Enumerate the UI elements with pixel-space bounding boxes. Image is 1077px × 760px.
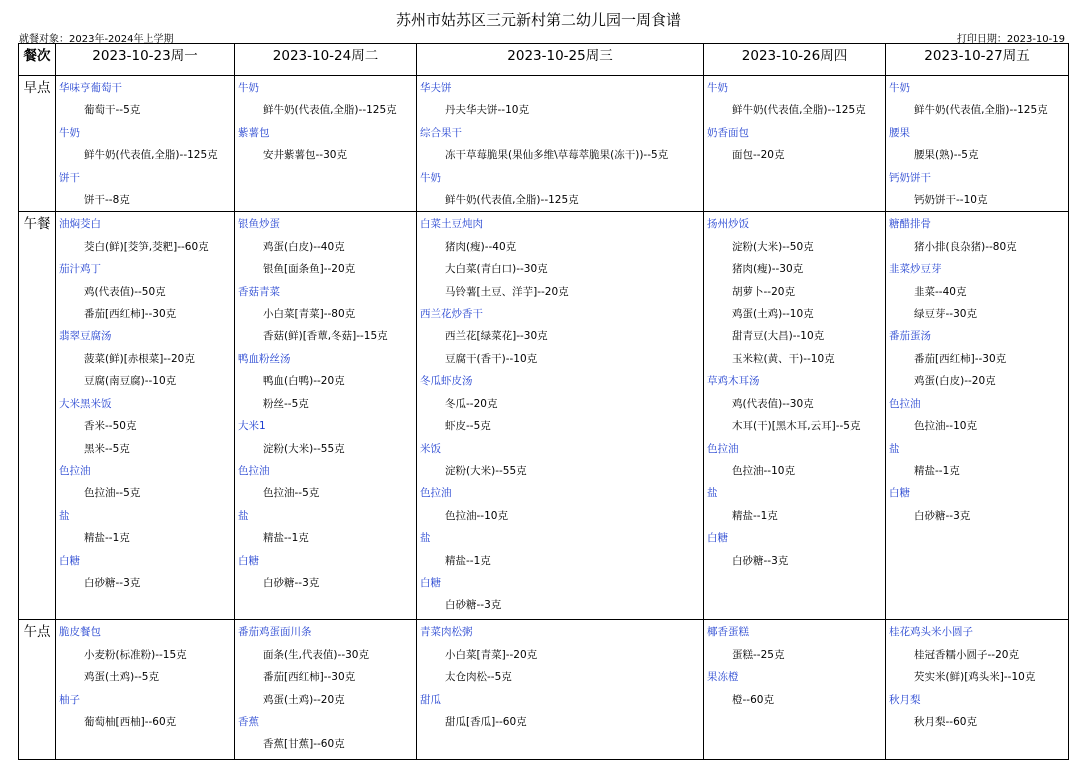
ingredient-line: 西兰花[绿菜花]--30克 xyxy=(445,330,548,343)
menu-cell xyxy=(886,620,1069,760)
ingredient-line: 腰果(熟)--5克 xyxy=(914,149,979,162)
ingredient-line: 鸡蛋(土鸡)--20克 xyxy=(263,693,345,706)
dish-name: 秋月梨 xyxy=(889,693,921,706)
dish-name: 白菜土豆炖肉 xyxy=(420,218,483,231)
ingredient-line: 小白菜[青菜]--20克 xyxy=(445,648,538,661)
ingredient-line: 黑米--5克 xyxy=(84,442,130,455)
ingredient-line: 精盐--1克 xyxy=(732,509,778,522)
meal-row-lunch xyxy=(19,212,1069,620)
ingredient-line: 番茄[西红柿]--30克 xyxy=(263,671,356,684)
dish-name: 茄汁鸡丁 xyxy=(59,263,101,276)
ingredient-line: 鸡(代表值)--50克 xyxy=(84,285,166,298)
ingredient-line: 面包--20克 xyxy=(732,149,785,162)
ingredient-line: 木耳(干)[黑木耳,云耳]--5克 xyxy=(732,420,861,433)
dish-name: 韭菜炒豆芽 xyxy=(889,263,942,276)
cell-content xyxy=(417,620,703,733)
dish-name: 椰香蛋糕 xyxy=(707,626,749,639)
ingredient-line: 安井紫薯包--30克 xyxy=(263,149,347,162)
ingredient-line: 鲜牛奶(代表值,全脂)--125克 xyxy=(84,149,218,162)
ingredient-line: 面条(生,代表值)--30克 xyxy=(263,648,369,661)
ingredient-line: 鸡蛋(土鸡)--5克 xyxy=(84,671,159,684)
ingredient-line: 猪肉(瘦)--40克 xyxy=(445,240,517,253)
dish-name: 白糖 xyxy=(420,576,441,589)
ingredient-line: 色拉油--10克 xyxy=(445,509,508,522)
ingredient-line: 精盐--1克 xyxy=(914,464,960,477)
header-row xyxy=(19,44,1069,76)
dish-name: 香菇青菜 xyxy=(238,285,280,298)
dish-name: 牛奶 xyxy=(59,126,80,139)
ingredient-line: 白砂糖--3克 xyxy=(445,599,502,612)
ingredient-line: 秋月梨--60克 xyxy=(914,716,977,729)
ingredient-line: 冻干草莓脆果(果仙多维\草莓萃脆果(冻干))--5克 xyxy=(445,149,669,162)
cell-content xyxy=(417,76,703,211)
dish-name: 牛奶 xyxy=(420,171,441,184)
ingredient-line: 冬瓜--20克 xyxy=(445,397,498,410)
dish-name: 银鱼炒蛋 xyxy=(238,218,280,231)
ingredient-line: 甜青豆(大昌)--10克 xyxy=(732,330,825,343)
ingredient-line: 葡萄干--5克 xyxy=(84,104,141,117)
ingredient-line: 桂冠香糯小圆子--20克 xyxy=(914,648,1019,661)
ingredient-line: 色拉油--5克 xyxy=(263,487,320,500)
cell-content xyxy=(56,76,234,211)
menu-cell xyxy=(704,620,886,760)
ingredient-line: 精盐--1克 xyxy=(263,532,309,545)
ingredient-line: 饼干--8克 xyxy=(84,194,130,207)
ingredient-line: 小白菜[青菜]--80克 xyxy=(263,308,356,321)
ingredient-line: 胡萝卜--20克 xyxy=(732,285,795,298)
page-title: 苏州市姑苏区三元新村第二幼儿园一周食谱 xyxy=(395,11,681,29)
dish-name: 白糖 xyxy=(889,487,910,500)
ingredient-line: 白砂糖--3克 xyxy=(84,576,141,589)
dish-name: 盐 xyxy=(707,487,718,500)
ingredient-line: 香蕉[甘蕉]--60克 xyxy=(263,738,345,751)
dish-name: 扬州炒饭 xyxy=(707,218,749,231)
day-header-thu: 2023-10-26周四 xyxy=(704,44,886,76)
dish-name: 油焖茭白 xyxy=(59,218,101,231)
dish-name: 牛奶 xyxy=(707,82,728,94)
ingredient-line: 粉丝--5克 xyxy=(263,397,309,410)
cell-content xyxy=(235,76,416,167)
menu-cell xyxy=(56,76,235,212)
meal-label: 午餐 xyxy=(19,212,56,620)
dish-name: 华味亨葡萄干 xyxy=(59,82,122,94)
ingredient-line: 色拉油--10克 xyxy=(914,420,977,433)
meal-row-breakfast xyxy=(19,76,1069,212)
ingredient-line: 银鱼[面条鱼]--20克 xyxy=(263,263,356,276)
menu-cell xyxy=(417,76,704,212)
dish-name: 桂花鸡头米小圆子 xyxy=(889,626,973,639)
dish-name: 色拉油 xyxy=(59,464,91,477)
ingredient-line: 精盐--1克 xyxy=(445,554,491,567)
ingredient-line: 猪肉(瘦)--30克 xyxy=(732,263,804,276)
dish-name: 白糖 xyxy=(238,554,259,567)
dish-name: 果冻橙 xyxy=(707,671,739,684)
ingredient-line: 马铃薯[土豆、洋芋]--20克 xyxy=(445,285,569,298)
ingredient-line: 鸡蛋(白皮)--40克 xyxy=(263,240,345,253)
meal-row-snack xyxy=(19,620,1069,760)
ingredient-line: 鲜牛奶(代表值,全脂)--125克 xyxy=(732,104,866,117)
ingredient-line: 香米--50克 xyxy=(84,420,137,433)
ingredient-line: 钙奶饼干--10克 xyxy=(914,194,988,207)
dish-name: 钙奶饼干 xyxy=(889,171,931,184)
dish-name: 鸭血粉丝汤 xyxy=(238,352,291,365)
dish-name: 青菜肉松粥 xyxy=(420,626,473,639)
dish-name: 色拉油 xyxy=(420,487,452,500)
cell-content xyxy=(235,620,416,755)
menu-cell xyxy=(56,212,235,620)
ingredient-line: 鲜牛奶(代表值,全脂)--125克 xyxy=(445,194,579,207)
dish-name: 糖醋排骨 xyxy=(889,218,931,231)
ingredient-line: 猪小排(良杂猪)--80克 xyxy=(914,240,1017,253)
dish-name: 色拉油 xyxy=(707,442,739,455)
dish-name: 脆皮餐包 xyxy=(59,626,101,639)
dish-name: 色拉油 xyxy=(238,464,270,477)
menu-cell xyxy=(886,212,1069,620)
ingredient-line: 葡萄柚[西柚]--60克 xyxy=(84,716,177,729)
ingredient-line: 白砂糖--3克 xyxy=(263,576,320,589)
dish-name: 大米1 xyxy=(238,420,266,433)
dish-name: 盐 xyxy=(59,509,70,522)
ingredient-line: 大白菜(青白口)--30克 xyxy=(445,263,548,276)
day-header-mon: 2023-10-23周一 xyxy=(56,44,235,76)
dish-name: 紫薯包 xyxy=(238,126,270,139)
dish-name: 奶香面包 xyxy=(707,126,749,139)
dish-name: 综合果干 xyxy=(420,126,462,139)
ingredient-line: 色拉油--10克 xyxy=(732,464,795,477)
ingredient-line: 鸡蛋(白皮)--20克 xyxy=(914,375,996,388)
cell-content xyxy=(886,212,1068,527)
menu-cell xyxy=(417,212,704,620)
dish-name: 冬瓜虾皮汤 xyxy=(420,375,473,388)
ingredient-line: 太仓肉松--5克 xyxy=(445,671,512,684)
menu-cell xyxy=(704,76,886,212)
ingredient-line: 淀粉(大米)--55克 xyxy=(445,464,527,477)
dish-name: 大米黑米饭 xyxy=(59,397,112,410)
ingredient-line: 淀粉(大米)--55克 xyxy=(263,442,345,455)
dish-name: 草鸡木耳汤 xyxy=(707,375,760,388)
cell-content xyxy=(886,76,1068,211)
cell-content xyxy=(704,76,885,167)
dish-name: 盐 xyxy=(238,509,249,522)
dish-name: 甜瓜 xyxy=(420,693,441,706)
dish-name: 番茄蛋汤 xyxy=(889,330,931,343)
ingredient-line: 芡实米(鲜)[鸡头米]--10克 xyxy=(914,671,1036,684)
dish-name: 牛奶 xyxy=(889,82,910,94)
dish-name: 盐 xyxy=(420,532,431,545)
cell-content xyxy=(886,620,1068,733)
meal-label: 早点 xyxy=(19,76,56,212)
dish-name: 柚子 xyxy=(59,693,80,706)
menu-cell xyxy=(235,620,417,760)
cell-content xyxy=(56,212,234,594)
dish-name: 米饭 xyxy=(420,442,441,455)
ingredient-line: 番茄[西红柿]--30克 xyxy=(914,352,1007,365)
diner-target: 就餐对象：2023年-2024年上学期 xyxy=(19,34,174,45)
ingredient-line: 鸡蛋(土鸡)--10克 xyxy=(732,308,814,321)
ingredient-line: 蛋糕--25克 xyxy=(732,648,785,661)
dish-name: 香蕉 xyxy=(238,716,259,729)
menu-cell xyxy=(235,76,417,212)
ingredient-line: 绿豆芽--30克 xyxy=(914,308,977,321)
day-header-tue: 2023-10-24周二 xyxy=(235,44,417,76)
ingredient-line: 丹夫华夫饼--10克 xyxy=(445,104,529,117)
cell-content xyxy=(704,212,885,572)
ingredient-line: 韭菜--40克 xyxy=(914,285,967,298)
dish-name: 色拉油 xyxy=(889,397,921,410)
menu-cell xyxy=(56,620,235,760)
dish-name: 白糖 xyxy=(707,532,728,545)
ingredient-line: 鲜牛奶(代表值,全脂)--125克 xyxy=(263,104,397,117)
meal-column-header: 餐次 xyxy=(19,44,56,76)
cell-content xyxy=(235,212,416,594)
meal-label: 午点 xyxy=(19,620,56,760)
menu-table xyxy=(18,43,1069,760)
ingredient-line: 豆腐(南豆腐)--10克 xyxy=(84,375,177,388)
ingredient-line: 甜瓜[香瓜]--60克 xyxy=(445,716,527,729)
ingredient-line: 白砂糖--3克 xyxy=(732,554,789,567)
dish-name: 西兰花炒香干 xyxy=(420,308,483,321)
ingredient-line: 小麦粉(标准粉)--15克 xyxy=(84,648,187,661)
dish-name: 腰果 xyxy=(889,126,910,139)
day-header-fri: 2023-10-27周五 xyxy=(886,44,1069,76)
ingredient-line: 精盐--1克 xyxy=(84,532,130,545)
ingredient-line: 鸡(代表值)--30克 xyxy=(732,397,814,410)
menu-cell xyxy=(235,212,417,620)
dish-name: 华夫饼 xyxy=(420,82,452,94)
ingredient-line: 菠菜(鲜)[赤根菜]--20克 xyxy=(84,352,195,365)
ingredient-line: 色拉油--5克 xyxy=(84,487,141,500)
dish-name: 番茄鸡蛋面川条 xyxy=(238,626,312,639)
cell-content xyxy=(704,620,885,711)
menu-cell xyxy=(704,212,886,620)
day-header-wed: 2023-10-25周三 xyxy=(417,44,704,76)
ingredient-line: 香菇(鲜)[香蕈,冬菇]--15克 xyxy=(263,330,388,343)
cell-content xyxy=(417,212,703,616)
menu-cell xyxy=(417,620,704,760)
print-date: 打印日期：2023-10-19 xyxy=(956,34,1065,45)
menu-cell xyxy=(886,76,1069,212)
ingredient-line: 茭白(鲜)[茭笋,茭粑]--60克 xyxy=(84,240,209,253)
dish-name: 白糖 xyxy=(59,554,80,567)
dish-name: 牛奶 xyxy=(238,82,259,94)
dish-name: 翡翠豆腐汤 xyxy=(59,330,112,343)
ingredient-line: 鸭血(白鸭)--20克 xyxy=(263,375,345,388)
ingredient-line: 玉米粒(黄、干)--10克 xyxy=(732,352,835,365)
ingredient-line: 白砂糖--3克 xyxy=(914,509,971,522)
ingredient-line: 番茄[西红柿]--30克 xyxy=(84,308,177,321)
dish-name: 饼干 xyxy=(59,171,80,184)
cell-content xyxy=(56,620,234,733)
ingredient-line: 鲜牛奶(代表值,全脂)--125克 xyxy=(914,104,1048,117)
dish-name: 盐 xyxy=(889,442,900,455)
ingredient-line: 橙--60克 xyxy=(732,693,774,706)
ingredient-line: 淀粉(大米)--50克 xyxy=(732,240,814,253)
ingredient-line: 豆腐干(香干)--10克 xyxy=(445,352,538,365)
ingredient-line: 虾皮--5克 xyxy=(445,420,491,433)
